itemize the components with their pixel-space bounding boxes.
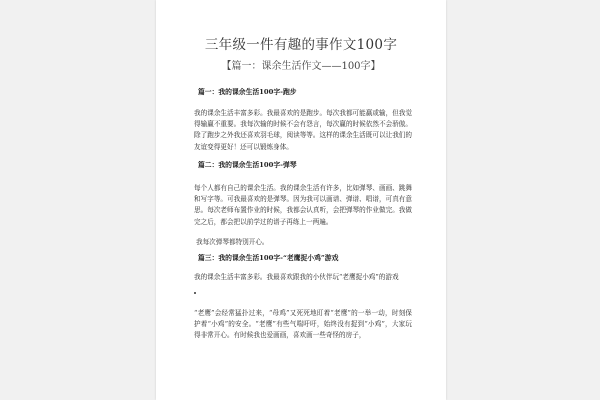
section-heading: 篇三：我的课余生活100字-“老鹰捉小鸡”游戏 <box>198 254 339 262</box>
document-title: 三年级一件有趣的事作文100字 <box>204 37 398 53</box>
section-heading: 篇二：我的课余生活100字-弹琴 <box>198 161 297 169</box>
section-paragraph: 每个人都有自己的课余生活。我的课余生活有许多，比如弹琴、画画、跳舞和写字等。可我最喜欢的是弹琴。因为我可以画谱、弹谱、唱谱，可真有意思。每次老师布置作业的时候，我都会认真听，会把弹琴的作业做完。我做完之后，都会把以前学过的谱子再练上一两遍。 <box>194 184 412 226</box>
document-page <box>156 0 446 400</box>
document-subtitle: 【篇一：课余生活作文——100字】 <box>221 61 381 72</box>
section-paragraph: 我的课余生活丰富多彩。我最喜欢的是跑步。每次我都可能赢或输，但我觉得输赢不重要。我每次输的时候不会有怨言，每次赢的时候依然不会骄傲。除了跑步之外我还喜欢羽毛球，阅读等等。这样的课余生活既可以让我们的友谊变得更好！还可以锻炼身体。 <box>194 109 412 151</box>
section-heading: 篇一：我的课余生活100字-跑步 <box>198 88 297 96</box>
paragraph-marker <box>194 292 196 294</box>
section-paragraph: 我的课余生活丰富多彩。我最喜欢跟我的小伙伴玩“老鹰捉小鸡”的游戏 <box>194 273 399 281</box>
section-paragraph: “老鹰”会经常猛扑过来，“母鸡”又死死地盯着“老鹰”的一举一动，时刻保护着“小鸡”的安全。“老鹰”有些气喘吁吁，始终没有捉到“小鸡”，大家玩得非常开心。有时候我也爱画画，喜欢画一些奇怪的房子， <box>194 309 412 340</box>
section-closing-line: 我每次弹琴都特别开心。 <box>196 238 269 246</box>
